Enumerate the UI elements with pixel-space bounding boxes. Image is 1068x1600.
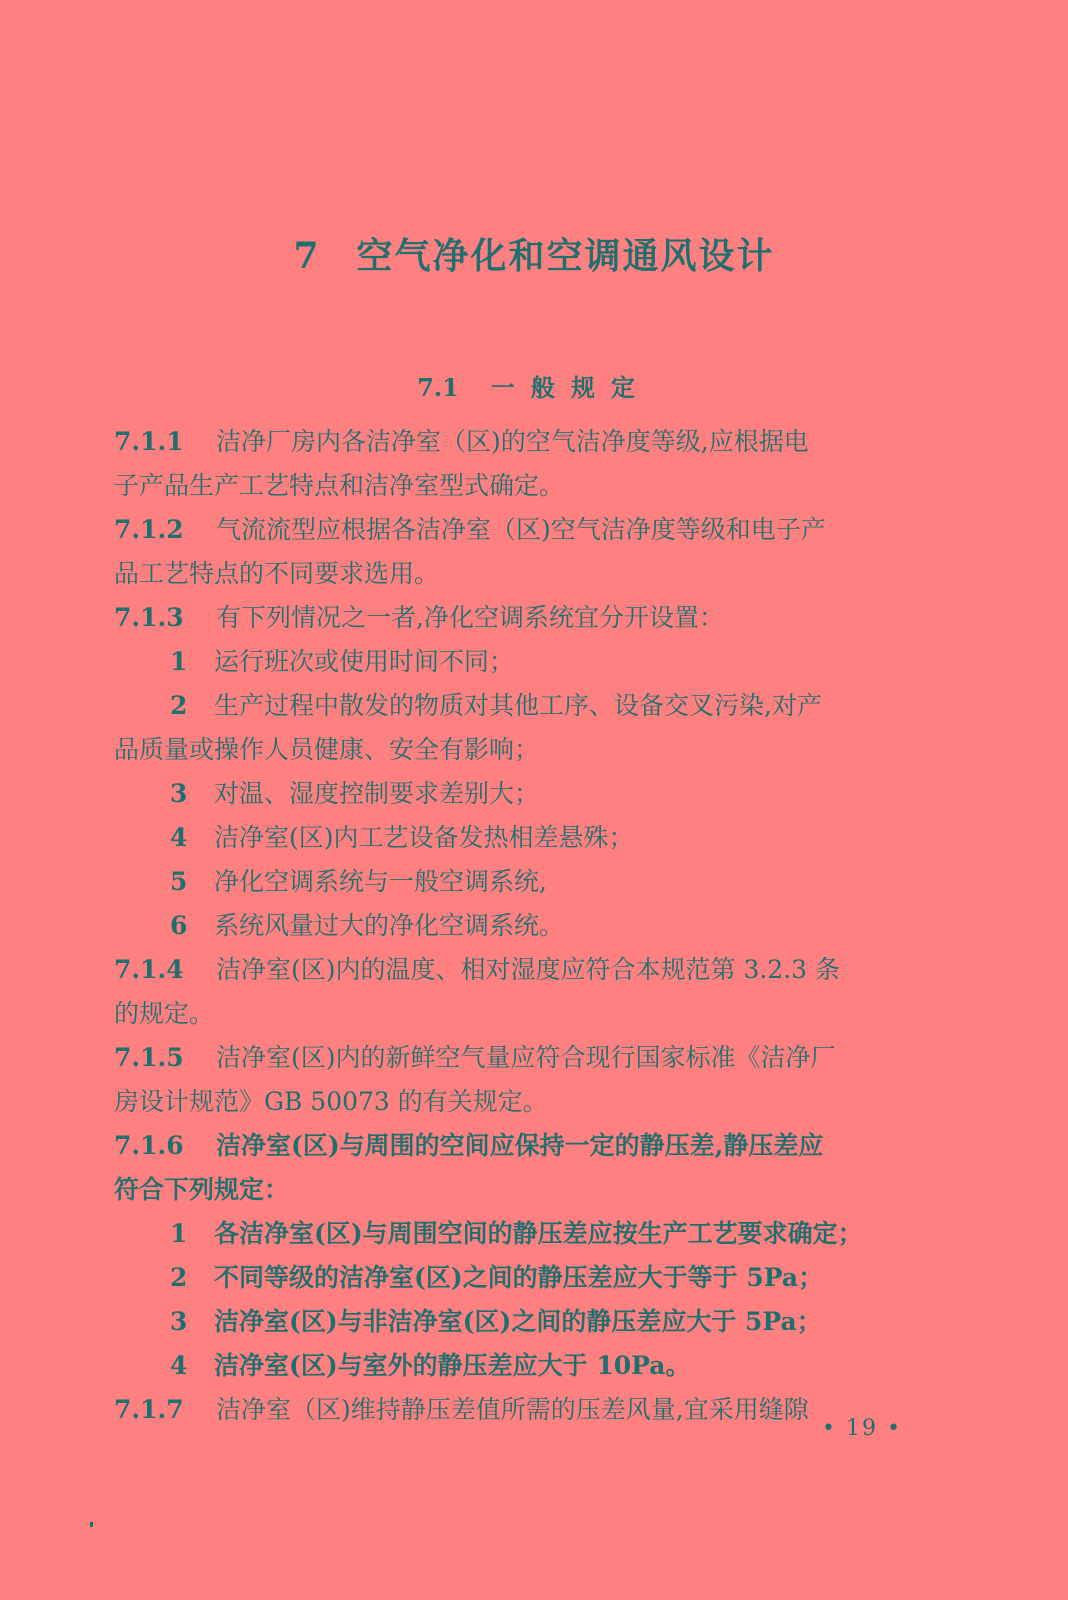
item-number: 2 — [170, 1263, 188, 1292]
list-item — [114, 640, 934, 684]
continuation-line — [114, 552, 934, 596]
line-text: 净化空调系统与一般空调系统, — [214, 867, 547, 896]
clause-line — [114, 1124, 934, 1168]
clause-number: 7.1.6 — [114, 1131, 184, 1160]
continuation-line — [114, 1168, 934, 1212]
list-item — [114, 904, 934, 948]
item-number: 6 — [170, 911, 188, 940]
chapter-title — [0, 228, 1068, 279]
list-item — [114, 1212, 934, 1256]
clause-number: 7.1.1 — [114, 427, 184, 456]
scan-mark — [90, 1522, 93, 1527]
line-text: 品质量或操作人员健康、安全有影响； — [114, 735, 540, 764]
section-number: 7.1 — [417, 373, 459, 402]
line-text: 符合下列规定： — [114, 1175, 290, 1204]
clause-line — [114, 420, 934, 464]
line-text: 的规定。 — [114, 999, 215, 1028]
item-number: 3 — [170, 1307, 188, 1336]
line-text: 洁净室(区)内的新鲜空气量应符合现行国家标准《洁净厂 — [216, 1043, 836, 1072]
item-number: 1 — [170, 647, 188, 676]
clause-number: 7.1.4 — [114, 955, 184, 984]
list-item — [114, 1344, 934, 1388]
line-text: 洁净室（区)维持静压差值所需的压差风量,宜采用缝隙 — [216, 1395, 809, 1424]
line-text: 洁净室(区)内工艺设备发热相差悬殊； — [214, 823, 634, 852]
clause-line — [114, 596, 934, 640]
line-text: 对温、湿度控制要求差别大； — [214, 779, 540, 808]
chapter-number: 7 — [293, 235, 321, 277]
section-title-text: 一般规定 — [490, 373, 651, 402]
page-number: • 19 • — [822, 1416, 902, 1441]
continuation-line — [114, 992, 934, 1036]
clause-number: 7.1.3 — [114, 603, 184, 632]
chapter-title-text: 空气净化和空调通风设计 — [356, 235, 775, 277]
line-text: 不同等级的洁净室(区)之间的静压差应大于等于 5Pa； — [214, 1263, 824, 1292]
line-text: 洁净室(区)与周围的空间应保持一定的静压差,静压差应 — [216, 1131, 824, 1160]
clause-line — [114, 508, 934, 552]
section-title — [0, 368, 1068, 403]
line-text: 房设计规范》GB 50073 的有关规定。 — [114, 1087, 548, 1116]
item-number: 4 — [170, 823, 188, 852]
line-text: 洁净室(区)内的温度、相对湿度应符合本规范第 3.2.3 条 — [216, 955, 841, 984]
list-item — [114, 684, 934, 728]
list-item — [114, 816, 934, 860]
section-body — [114, 420, 934, 1432]
list-item — [114, 860, 934, 904]
clause-line — [114, 1388, 934, 1432]
continuation-line — [114, 1080, 934, 1124]
line-text: 气流流型应根据各洁净室（区)空气洁净度等级和电子产 — [216, 515, 826, 544]
item-number: 1 — [170, 1219, 188, 1248]
line-text: 品工艺特点的不同要求选用。 — [114, 559, 440, 588]
item-number: 4 — [170, 1351, 188, 1380]
line-text: 子产品生产工艺特点和洁净室型式确定。 — [114, 471, 565, 500]
item-number: 5 — [170, 867, 188, 896]
line-text: 系统风量过大的净化空调系统。 — [214, 911, 565, 940]
clause-number: 7.1.7 — [114, 1395, 184, 1424]
item-number: 3 — [170, 779, 188, 808]
continuation-line — [114, 728, 934, 772]
line-text: 各洁净室(区)与周围空间的静压差应按生产工艺要求确定； — [214, 1219, 863, 1248]
line-text: 生产过程中散发的物质对其他工序、设备交叉污染,对产 — [214, 691, 822, 720]
list-item — [114, 1256, 934, 1300]
clause-line — [114, 948, 934, 992]
list-item — [114, 1300, 934, 1344]
line-text: 洁净室(区)与室外的静压差应大于 10Pa。 — [214, 1351, 691, 1380]
clause-number: 7.1.2 — [114, 515, 184, 544]
list-item — [114, 772, 934, 816]
item-number: 2 — [170, 691, 188, 720]
line-text: 运行班次或使用时间不同； — [214, 647, 515, 676]
line-text: 洁净厂房内各洁净室（区)的空气洁净度等级,应根据电 — [216, 427, 809, 456]
continuation-line — [114, 464, 934, 508]
clause-line — [114, 1036, 934, 1080]
clause-number: 7.1.5 — [114, 1043, 184, 1072]
line-text: 有下列情况之一者,净化空调系统宜分开设置： — [216, 603, 724, 632]
line-text: 洁净室(区)与非洁净室(区)之间的静压差应大于 5Pa； — [214, 1307, 822, 1336]
